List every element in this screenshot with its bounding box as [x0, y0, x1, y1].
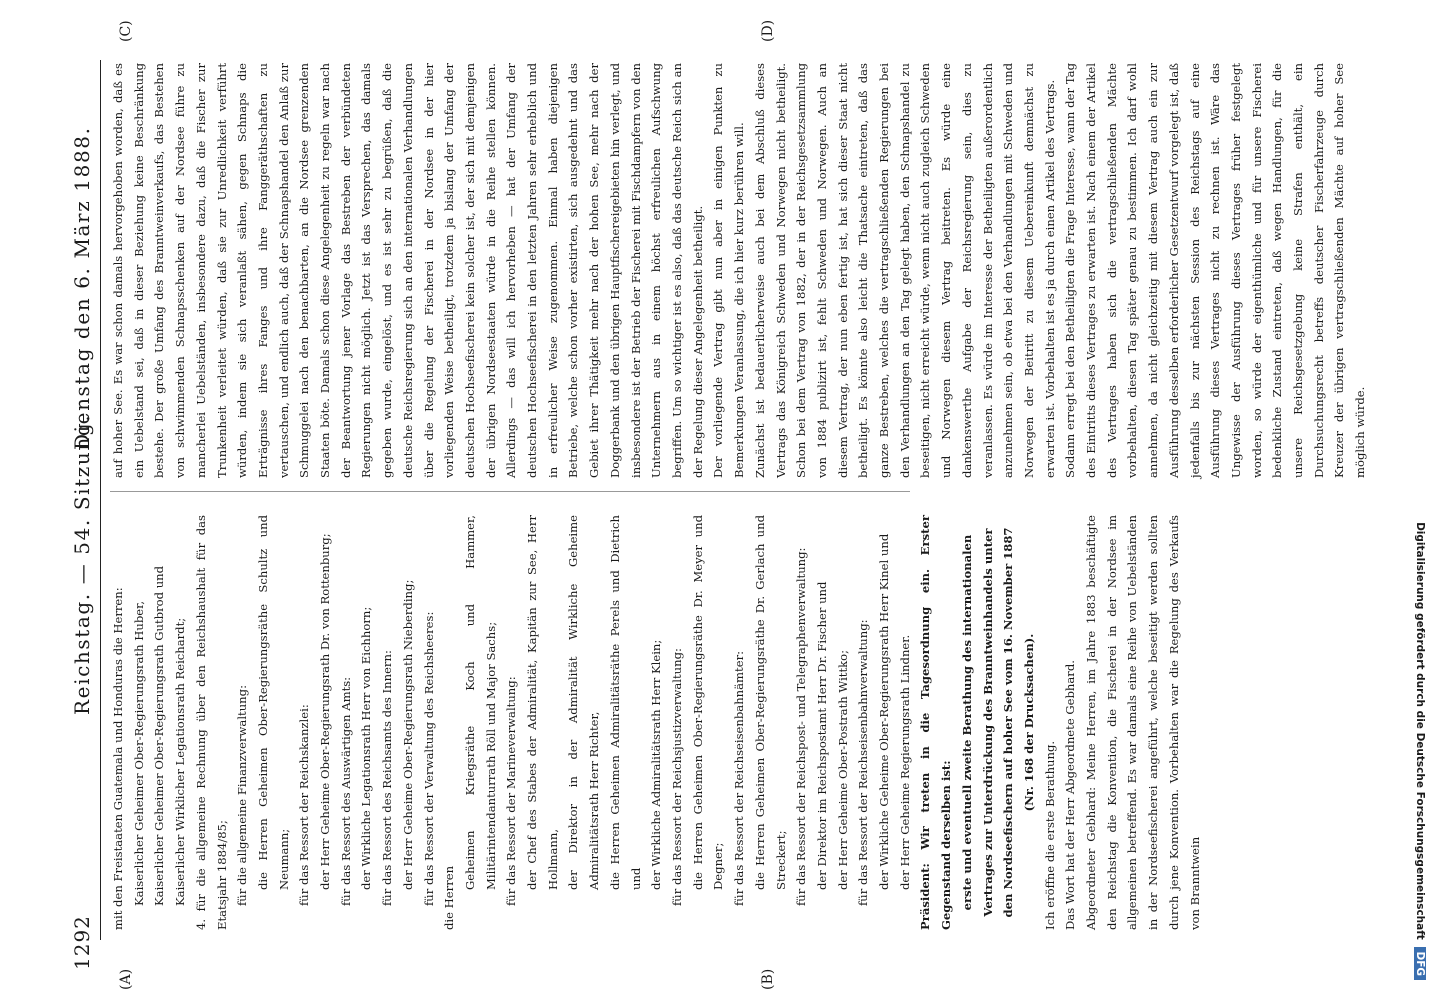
paragraph: für das Ressort der Reichspost- und Telegraphenverwaltung:: [794, 547, 809, 906]
paragraph: Kaiserlicher Geheimer Ober-Regierungsrath Huber,: [131, 600, 146, 906]
paragraph: für das Ressort des Auswärtigen Amts:: [338, 676, 353, 906]
page-number: 1292: [70, 915, 94, 970]
paragraph: der Wirkliche Geheime Ober-Regierungsrath Herr Kinel und: [877, 533, 892, 890]
paragraph: der Wirkliche Admiralitätsrath Herr Klein;: [649, 639, 664, 890]
paragraph: für das Ressort der Verwaltung des Reichsheeres:: [421, 611, 436, 906]
page-date: Dienstag den 6. März 1888.: [70, 126, 94, 450]
dfg-logo: DFG: [1414, 947, 1426, 980]
margin-letter-a: (A): [118, 968, 134, 990]
header-rule: [100, 60, 101, 940]
left-column: [108, 515, 1205, 930]
paragraph: der Direktor in der Admiralität Wirkliche Geheime Admiralitätsrath Herr Richter,: [566, 515, 602, 890]
paragraph: für das Ressort der Reichseisenbahnämter:: [732, 650, 747, 906]
paragraph: für die allgemeine Finanzverwaltung:: [235, 685, 250, 906]
paragraph: Sodann erregt bei den Betheiligten die Frage Interesse, wann der Tag des Eintritts dieses Vertrages zu erwarten ist. Nach einem der Artikel des Vertrages haben sich die vertragschließenden Mächte vorbehalten, diesen Tag später genau zu bestimmen. Ich darf wohl annehmen, da nicht gleichzeitig mit diesem Vertrag auch ein zur Ausführung desselben erforderlicher Gesetzentwurf vorgelegt ist, daß jedenfalls bis zur nächsten Session des Reichstags auf eine Ausführung dieses Vertrages nicht zu rechnen ist. Wäre das Ungewisse der Ausführung dieses Vertrages früher festgelegt worden, so würde der eigenthümliche und für unsere Fischerei bedenkliche Zustand eintreten, daß wegen Handlungen, für die unsere Reichsgesetzgebung keine Strafen enthält, ein Durchsuchungsrecht betreffs deutscher Fischerfahrzeuge durch Kreuzer der übrigen vertragschließenden Mächte auf hoher See möglich würde.: [1063, 63, 1368, 478]
paragraph: der Wirkliche Legationsrath Herr von Eichhorn;: [359, 606, 374, 890]
paragraph: der Direktor im Reichspostamt Herr Dr. Fischer und: [814, 581, 829, 890]
paragraph: Kaiserlicher Geheimer Ober-Regierungsrath Gutbrod und: [152, 565, 167, 906]
paragraph: erste und eventuell zweite Berathung des internationalen Vertrages zur Unterdrückung des Branntweinhandels unter den Nordseefischern auf hoher See vom 16. November 1887 (Nr. 168 der Drucksachen).: [959, 527, 1036, 918]
paragraph: mit den Freistaaten Guatemala und Honduras die Herren:: [111, 587, 125, 930]
paragraph: für das Ressort des Reichsamts des Innern:: [380, 650, 395, 906]
paragraph: Zunächst ist bedauerlicherweise auch bei dem Abschluß dieses Vertrags das Königreich Schweden und Norwegen nicht betheiligt. Schon bei dem Vertrag von 1882, der in der Reichsgesetzsammlung von 1884 publizirt ist, fehlt Schweden und Norwegen. Auch an diesem Vertrag, der nun eben fertig ist, hat sich dieser Staat nicht betheiligt. Es könnte also leicht die Thatsache eintreten, daß das ganze Bestreben, welches die vertragschließenden Regierungen bei den Verhandlungen an den Tag gelegt haben, den Schnapshandel zu beseitigen, nicht erreicht würde, wenn nicht auch zugleich Schweden und Norwegen diesem Vertrag beitreten. Es würde eine dankenswerthe Aufgabe der Reichsregierung sein, dies zu veranlassen. Es würde im Interesse der Betheiligten außerordentlich anzunehmen sein, ob etwa bei den Verhandlungen mit Schweden und Norwegen der Beitritt zu diesem Uebereinkunft demnächst zu erwarten ist. Vorbehalten ist es ja durch einen Artikel des Vertrags.: [752, 63, 1057, 478]
paragraph: die Herren Geheimen Admiralitätsräthe Perels und Dietrich und: [607, 515, 643, 890]
margin-letter-c: (C): [118, 20, 134, 42]
paragraph: für das Ressort der Reichseisenbahnverwaltung:: [856, 619, 871, 906]
paragraph: Kaiserlicher Wirklicher Legationsrath Reichardt;: [173, 617, 188, 906]
margin-letter-b: (B): [760, 968, 776, 990]
paragraph: auf hoher See. Es war schon damals hervorgehoben worden, daß es ein Uebelstand sei, daß in dieser Beziehung keine Beschränkung bestehe. Der große Umfang des Branntweinverkaufs, das Bestehen von schwimmenden Schnapsschenken auf der Nordsee führe zu mancherlei Uebelständen, insbesondere dazu, daß die Fischer zur Trunkenheit verleitet würden, daß sie zur Unredlichkeit verführt würden, indem sie sich veranlaßt sähen, gegen Schnaps die Erträgnisse ihres Fanges und ihre Fanggeräthschaften zu vertauschen, und endlich auch, daß der Schnapshandel den Anlaß zur Schmuggelei nach den benachbarten, an die Nordsee grenzenden Staaten böte. Damals schon diese Angelegenheit zu regeln war nach der Beantwortung jener Vorlage das Bestreben der verbündeten Regierungen nicht möglich. Jetzt ist das Versprechen, das damals gegeben wurde, eingelöst, und es ist sehr zu begrüßen, daß die deutsche Reichsregierung sich an den internationalen Verhandlungen über die Regelung der Fischerei in der Nordsee in der hier vorliegenden Weise betheiligt, trotzdem ja bislang der Umfang der deutschen Hochseefischerei kein solcher ist, der sich mit demjenigen der übrigen Nordseestaaten würde in die Reihe stellen können. Allerdings — das will ich hervorheben — hat der Umfang der deutschen Hochseefischerei in den letzten Jahren sehr erheblich und in erfreulicher Weise zugenommen. Einmal haben diejenigen Betriebe, welche schon vorher existirten, sich ausgedehnt und das Gebiet ihrer Thätigkeit mehr nach der hohen See, mehr nach der Doggerbank und den übrigen Hauptfischereigebieten hin verlegt, und insbesondere ist der Betrieb der Fischerei mit Fischdampfern von den Unternehmern aus in einem höchst erfreulichen Aufschwung begriffen. Um so wichtiger ist es also, daß das deutsche Reich sich an der Regelung dieser Angelegenheit betheiligt.: [111, 63, 705, 478]
paragraph: der Herr Geheime Regierungsrath Lindner.: [897, 634, 912, 890]
page-header: [70, 30, 96, 970]
paragraph: Der vorliegende Vertrag gibt nun aber in einigen Punkten zu Bemerkungen Veranlassung, die ich hier kurz berühren will.: [711, 63, 747, 478]
footer-text: Digitalisierung gefördert durch die Deutsche Forschungsgemeinschaft: [1414, 522, 1426, 940]
paragraph: der Chef des Stabes der Admiralität, Kapitän zur See, Herr Hollmann,: [525, 515, 560, 890]
footer-strip: [1410, 20, 1426, 980]
paragraph: der Herr Geheime Ober-Postrath Wittko;: [835, 649, 850, 890]
paragraph: Präsident: Wir treten in die Tagesordnung ein. Erster Gegenstand derselben ist:: [918, 515, 954, 930]
right-column: [108, 63, 1371, 478]
paragraph: Ich eröffne die erste Berathung.: [1042, 740, 1057, 930]
paragraph: die Herren Geheimen Ober-Regierungsräthe Schultz und Neumann;: [255, 515, 291, 890]
paragraph: für das Ressort der Reichsjustizverwaltung:: [669, 648, 684, 906]
paragraph: Geheimen Kriegsräthe Koch und Hammer, Militärintendanturrath Röll und Major Sachs;: [462, 515, 498, 890]
page-title: Reichstag. — 54. Sitzung.: [70, 413, 94, 715]
paragraph: die Herren Geheimen Ober-Regierungsräthe Dr. Meyer und Degner;: [690, 515, 726, 890]
paragraph: Das Wort hat der Herr Abgeordnete Gebhard.: [1063, 660, 1078, 930]
margin-letter-d: (D): [760, 19, 776, 42]
paragraph: der Herr Geheime Ober-Regierungsrath Nieberding;: [400, 579, 415, 890]
paragraph: für das Ressort der Marineverwaltung:: [504, 676, 519, 906]
paragraph: für das Ressort der Reichskanzlei:: [297, 704, 312, 906]
paragraph: Abgeordneter Gebhard: Meine Herren, im Jahre 1883 beschäftigte den Reichstag die Konvention, die Fischerei in der Nordsee im allgemeinen betreffend. Es war damals eine Reihe von Uebelständen in der Nordseefischerei angeführt, welche beseitigt werden sollten durch jene Konvention. Vorbehalten war die Regelung des Verkaufs von Branntwein: [1084, 515, 1202, 930]
paragraph: die Herren: [442, 865, 457, 930]
paragraph: der Herr Geheime Ober-Regierungsrath Dr. von Rottenburg;: [318, 533, 333, 890]
paragraph: die Herren Geheimen Ober-Regierungsräthe Dr. Gerlach und Streckert;: [752, 515, 788, 890]
paragraph: 4. für die allgemeine Rechnung über den Reichshaushalt für das Etatsjahr 1884/85;: [193, 515, 229, 930]
column-divider: [110, 491, 910, 492]
